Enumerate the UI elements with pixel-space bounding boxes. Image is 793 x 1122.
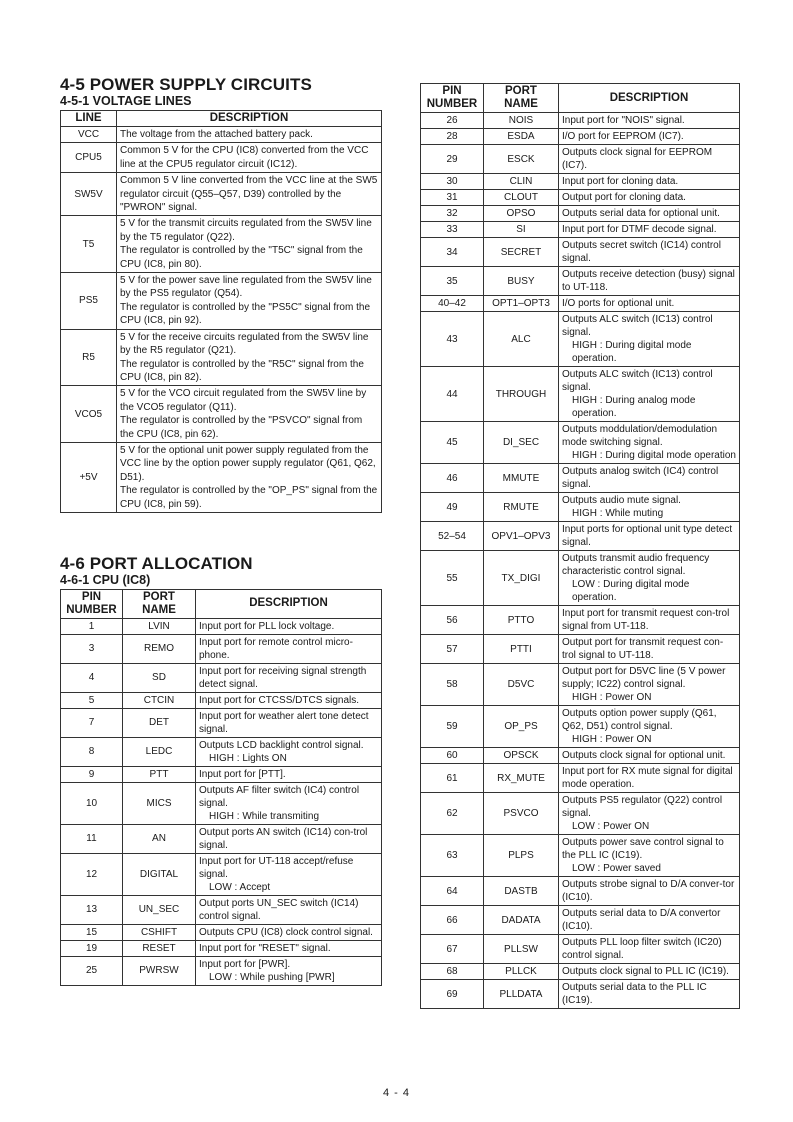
description-cell [196,824,382,853]
port-cell: D5VC [484,664,559,706]
description-text: Outputs CPU (IC8) clock control signal. [199,926,373,938]
description-note: LOW : Power saved [572,863,661,874]
description-text: Output port for cloning data. [562,192,686,203]
description-text: I/O port for EEPROM (IC7). [562,131,684,142]
port-cell: NOIS [484,113,559,129]
description-text: The regulator is controlled by the "OP_PS" signal from the CPU (IC8, pin 59). [120,485,378,510]
description-text: Input port for remote control micro-phone. [199,636,353,661]
port-cell: PSVCO [484,793,559,835]
description-text: The regulator is controlled by the "R5C" signal from the CPU (IC8, pin 82). [120,358,364,383]
pin-cell: 69 [421,980,484,1009]
description-cell [559,964,740,980]
description-text: Outputs option power supply (Q61, Q62, D51) control signal. [562,708,717,732]
pin-cell: 46 [421,464,484,493]
description-text: Outputs PLL loop filter switch (IC20) control signal. [562,937,722,961]
table-row [61,663,382,692]
description-cell [559,748,740,764]
table-row [61,940,382,956]
description-cell [196,895,382,924]
description-text: Input port for receiving signal strength detect signal. [199,665,367,690]
port-cell: SI [484,222,559,238]
table-row [421,145,740,174]
table-row [61,442,382,512]
description-text: 5 V for the power save line regulated from the SW5V line by the PS5 regulator (Q54). [120,275,372,300]
port-cell: LVIN [123,618,196,634]
description-cell [559,522,740,551]
pin-cell: 34 [421,238,484,267]
pin-cell: 10 [61,782,123,824]
pin-cell: 7 [61,708,123,737]
port-cell: RMUTE [484,493,559,522]
pin-cell: 31 [421,190,484,206]
port-cell: BUSY [484,267,559,296]
table-row [61,782,382,824]
description-note: HIGH : Power ON [572,734,652,745]
description-text: I/O ports for optional unit. [562,298,675,309]
line-cell: VCO5 [61,386,117,443]
description-text: Input port for transmit request con-trol signal from UT-118. [562,608,730,632]
port-table-left-body [61,618,382,985]
description-text: Outputs LCD backlight control signal. [199,739,364,751]
table-row [421,980,740,1009]
description-text: Outputs strobe signal to D/A conver-tor (IC10). [562,879,735,903]
table-row [421,190,740,206]
port-cell: LEDC [123,737,196,766]
port-cell: OPSCK [484,748,559,764]
table-row [61,924,382,940]
line-cell: CPU5 [61,143,117,173]
table-row [421,206,740,222]
pin-cell: 9 [61,766,123,782]
voltage-lines-body [61,127,382,513]
port-cell: SECRET [484,238,559,267]
description-text: The regulator is controlled by the "PSVCO" signal from the CPU (IC8, pin 62). [120,415,363,440]
port-cell: PLLDATA [484,980,559,1009]
table-row [421,835,740,877]
description-cell [559,935,740,964]
description-text: Outputs PS5 regulator (Q22) control signal. [562,795,723,819]
line-cell: PS5 [61,273,117,330]
table-row [421,793,740,835]
table-row [421,238,740,267]
port-cell: TX_DIGI [484,551,559,606]
description-cell [559,267,740,296]
description-cell [117,216,382,273]
description-text: The regulator is controlled by the "PS5C" signal from the CPU (IC8, pin 92). [120,301,370,327]
header-port-name: PORT NAME [484,84,559,113]
description-cell [559,793,740,835]
pin-cell: 19 [61,940,123,956]
table-row [61,634,382,663]
table-row [421,129,740,145]
description-text: 5 V for the VCO circuit regulated from the SW5V line by the VCO5 regulator (Q11). [120,388,367,413]
description-cell [559,980,740,1009]
port-cell: DI_SEC [484,422,559,464]
pin-cell: 52–54 [421,522,484,551]
description-cell [559,464,740,493]
port-cell: THROUGH [484,367,559,422]
pin-cell: 15 [61,924,123,940]
table-row [61,273,382,330]
table-row [61,956,382,985]
line-cell: T5 [61,216,117,273]
description-text: Input port for weather alert tone detect signal. [199,710,369,735]
port-cell: SD [123,663,196,692]
line-cell: SW5V [61,173,117,216]
table-row [421,267,740,296]
description-cell [559,877,740,906]
table-header-row [421,84,740,113]
port-cell: CTCIN [123,692,196,708]
pin-cell: 1 [61,618,123,634]
voltage-lines-table [60,110,382,513]
port-cell: OPSO [484,206,559,222]
pin-cell: 62 [421,793,484,835]
table-header-row [61,589,382,618]
description-cell [117,173,382,216]
table-row [421,312,740,367]
description-text: Common 5 V for the CPU (IC8) converted from the VCC line at the CPU5 regulator circuit (IC12). [120,145,369,170]
port-cell: PTTO [484,606,559,635]
description-text: Input port for [PWR]. [199,958,291,970]
description-text: Outputs ALC switch (IC13) control signal. [562,314,713,338]
port-cell: RX_MUTE [484,764,559,793]
description-text: Input port for UT-118 accept/refuse signal. [199,855,354,880]
table-row [61,216,382,273]
description-cell [196,618,382,634]
description-cell [559,113,740,129]
description-note: HIGH : Lights ON [209,752,287,764]
description-cell [196,737,382,766]
table-row [421,635,740,664]
port-cell: OPV1–OPV3 [484,522,559,551]
description-text: Outputs power save control signal to the PLL IC (IC19). [562,837,724,861]
port-cell: DASTB [484,877,559,906]
table-row [61,329,382,386]
pin-cell: 43 [421,312,484,367]
description-text: Outputs analog switch (IC4) control signal. [562,466,719,490]
description-text: Outputs moddulation/demodulation mode switching signal. [562,424,718,448]
table-row [61,824,382,853]
pin-cell: 3 [61,634,123,663]
description-cell [559,129,740,145]
table-row [421,748,740,764]
table-row [421,664,740,706]
description-cell [559,367,740,422]
line-cell: +5V [61,442,117,512]
header-pin-number: PIN NUMBER [421,84,484,113]
pin-cell: 11 [61,824,123,853]
table-row [421,606,740,635]
description-text: Outputs transmit audio frequency characteristic control signal. [562,553,710,577]
description-text: Outputs ALC switch (IC13) control signal. [562,369,713,393]
port-cell: CLOUT [484,190,559,206]
description-text: Input port for "RESET" signal. [199,942,331,954]
description-text: Outputs serial data to D/A convertor (IC10). [562,908,721,932]
table-row [421,522,740,551]
table-row [421,222,740,238]
description-text: Outputs clock signal for optional unit. [562,750,726,761]
port-cell: AN [123,824,196,853]
pin-cell: 57 [421,635,484,664]
description-text: Outputs receive detection (busy) signal to UT-118. [562,269,735,293]
page-number: 4 - 4 [382,1087,410,1099]
table-row [421,764,740,793]
description-text: Input port for PLL lock voltage. [199,620,335,632]
description-cell [117,329,382,386]
description-text: The voltage from the attached battery pack. [120,129,313,140]
port-cell: REMO [123,634,196,663]
header-port-name: PORT NAME [123,589,196,618]
port-cell: PTT [123,766,196,782]
right-column [420,83,740,1009]
table-row [421,935,740,964]
pin-cell: 32 [421,206,484,222]
port-cell: PWRSW [123,956,196,985]
table-row [61,737,382,766]
table-row [61,143,382,173]
header-description: DESCRIPTION [196,589,382,618]
port-cell: ESCK [484,145,559,174]
table-row [421,706,740,748]
table-row [421,493,740,522]
description-cell [559,706,740,748]
pin-cell: 68 [421,964,484,980]
description-note: LOW : While pushing [PWR] [209,971,335,983]
table-header-row [61,111,382,127]
table-row [61,766,382,782]
description-text: 5 V for the receive circuits regulated from the SW5V line by the R5 regulator (Q21). [120,331,369,357]
pin-cell: 44 [421,367,484,422]
port-cell: CSHIFT [123,924,196,940]
pin-cell: 28 [421,129,484,145]
section-46 [60,555,382,986]
description-cell [196,853,382,895]
table-row [61,386,382,443]
table-row [421,113,740,129]
pin-cell: 13 [61,895,123,924]
description-cell [559,422,740,464]
description-cell [559,906,740,935]
pin-cell: 61 [421,764,484,793]
description-text: Input ports for optional unit type detect signal. [562,524,733,548]
description-text: Input port for "NOIS" signal. [562,115,685,126]
pin-cell: 64 [421,877,484,906]
description-text: Input port for DTMF decode signal. [562,224,717,235]
description-text: Outputs serial data to the PLL IC (IC19). [562,982,707,1006]
table-row [421,174,740,190]
description-cell [196,782,382,824]
description-cell [196,663,382,692]
description-note: HIGH : While transmiting [209,810,320,822]
table-row [421,367,740,422]
port-cell: OPT1–OPT3 [484,296,559,312]
header-description: DESCRIPTION [559,84,740,113]
section-461-subtitle: 4-6-1 CPU (IC8) [60,572,151,587]
description-cell [196,924,382,940]
pin-cell: 49 [421,493,484,522]
description-cell [196,634,382,663]
description-cell [559,296,740,312]
pin-cell: 56 [421,606,484,635]
port-cell: DADATA [484,906,559,935]
description-cell [559,835,740,877]
description-text: Output ports UN_SEC switch (IC14) control signal. [199,897,359,922]
description-text: Input port for CTCSS/DTCS signals. [199,694,360,706]
pin-cell: 4 [61,663,123,692]
description-cell [559,238,740,267]
description-cell [117,127,382,143]
description-note: HIGH : During digital mode operation. [572,340,692,364]
table-row [61,173,382,216]
description-text: Input port for [PTT]. [199,768,286,780]
pin-cell: 59 [421,706,484,748]
description-text: The regulator is controlled by the "T5C" signal from the CPU (IC8, pin 80). [120,245,363,270]
port-cell: PLPS [484,835,559,877]
line-cell: VCC [61,127,117,143]
pin-cell: 45 [421,422,484,464]
description-text: Outputs serial data for optional unit. [562,208,720,219]
section-451-subtitle: 4-5-1 VOLTAGE LINES [60,94,192,108]
pin-cell: 8 [61,737,123,766]
description-text: Input port for RX mute signal for digital mode operation. [562,766,733,790]
port-cell: PTTI [484,635,559,664]
description-cell [559,206,740,222]
port-cell: DIGITAL [123,853,196,895]
pin-cell: 33 [421,222,484,238]
pin-cell: 5 [61,692,123,708]
table-row [61,853,382,895]
port-cell: MMUTE [484,464,559,493]
table-row [421,964,740,980]
description-note: HIGH : During digital mode operation [572,450,736,461]
description-cell [559,664,740,706]
description-cell [559,606,740,635]
description-cell [559,764,740,793]
description-cell [117,273,382,330]
left-column [60,76,382,986]
pin-cell: 35 [421,267,484,296]
pin-cell: 29 [421,145,484,174]
port-table-right-body [421,113,740,1009]
line-cell: R5 [61,329,117,386]
port-cell: RESET [123,940,196,956]
port-cell: PLLCK [484,964,559,980]
pin-cell: 66 [421,906,484,935]
port-cell: ALC [484,312,559,367]
description-note: LOW : During digital mode operation. [572,579,690,603]
description-cell [559,312,740,367]
description-note: HIGH : During analog mode operation. [572,395,696,419]
description-cell [559,145,740,174]
description-cell [196,692,382,708]
description-cell [559,174,740,190]
description-text: Outputs secret switch (IC14) control signal. [562,240,721,264]
header-pin-number: PIN NUMBER [61,589,123,618]
table-row [421,422,740,464]
table-row [421,877,740,906]
description-note: LOW : Power ON [572,821,650,832]
description-text: 5 V for the optional unit power supply regulated from the VCC line by the option power supply regulator (Q61, Q62, D51). [120,444,376,483]
description-cell [559,222,740,238]
port-cell: PLLSW [484,935,559,964]
description-cell [117,143,382,173]
port-cell: CLIN [484,174,559,190]
description-cell [559,493,740,522]
table-row [421,296,740,312]
table-row [61,692,382,708]
description-text: Outputs clock signal to PLL IC (IC19). [562,966,729,977]
port-table-left [60,589,382,986]
description-text: Output ports AN switch (IC14) con-trol signal. [199,826,368,851]
description-cell [196,956,382,985]
section-46-title: 4-6 PORT ALLOCATION [60,553,253,573]
pin-cell: 30 [421,174,484,190]
table-row [61,708,382,737]
description-text: Outputs clock signal for EEPROM (IC7). [562,147,713,171]
description-note: HIGH : While muting [572,508,664,519]
pin-cell: 40–42 [421,296,484,312]
description-cell [196,940,382,956]
description-cell [196,708,382,737]
description-cell [117,442,382,512]
pin-cell: 26 [421,113,484,129]
port-cell: MICS [123,782,196,824]
pin-cell: 58 [421,664,484,706]
port-cell: UN_SEC [123,895,196,924]
header-description: DESCRIPTION [117,111,382,127]
pin-cell: 25 [61,956,123,985]
description-text: Common 5 V line converted from the VCC line at the SW5 regulator circuit (Q55–Q57, D39) controlled by the "PWRON" signal. [120,175,378,214]
description-text: Outputs audio mute signal. [562,495,681,506]
pin-cell: 63 [421,835,484,877]
port-cell: OP_PS [484,706,559,748]
pin-cell: 60 [421,748,484,764]
port-cell: ESDA [484,129,559,145]
port-cell: DET [123,708,196,737]
section-45-title: 4-5 POWER SUPPLY CIRCUITS [60,75,312,94]
pin-cell: 67 [421,935,484,964]
description-note: LOW : Accept [209,881,271,893]
port-table-right [420,83,740,1009]
table-row [421,551,740,606]
table-row [61,127,382,143]
description-cell [559,551,740,606]
description-cell [559,635,740,664]
table-row [421,906,740,935]
table-row [61,895,382,924]
header-line: LINE [61,111,117,127]
description-cell [196,766,382,782]
table-row [421,464,740,493]
description-cell [559,190,740,206]
pin-cell: 55 [421,551,484,606]
description-text: 5 V for the transmit circuits regulated from the SW5V line by the T5 regulator (Q22). [120,218,372,243]
description-text: Outputs AF filter switch (IC4) control signal. [199,784,360,809]
description-text: Output port for D5VC line (5 V power supply; IC22) control signal. [562,666,726,690]
pin-cell: 12 [61,853,123,895]
table-row [61,618,382,634]
description-note: HIGH : Power ON [572,692,652,703]
description-text: Output port for transmit request con-trol signal to UT-118. [562,637,724,661]
description-text: Input port for cloning data. [562,176,679,187]
description-cell [117,386,382,443]
